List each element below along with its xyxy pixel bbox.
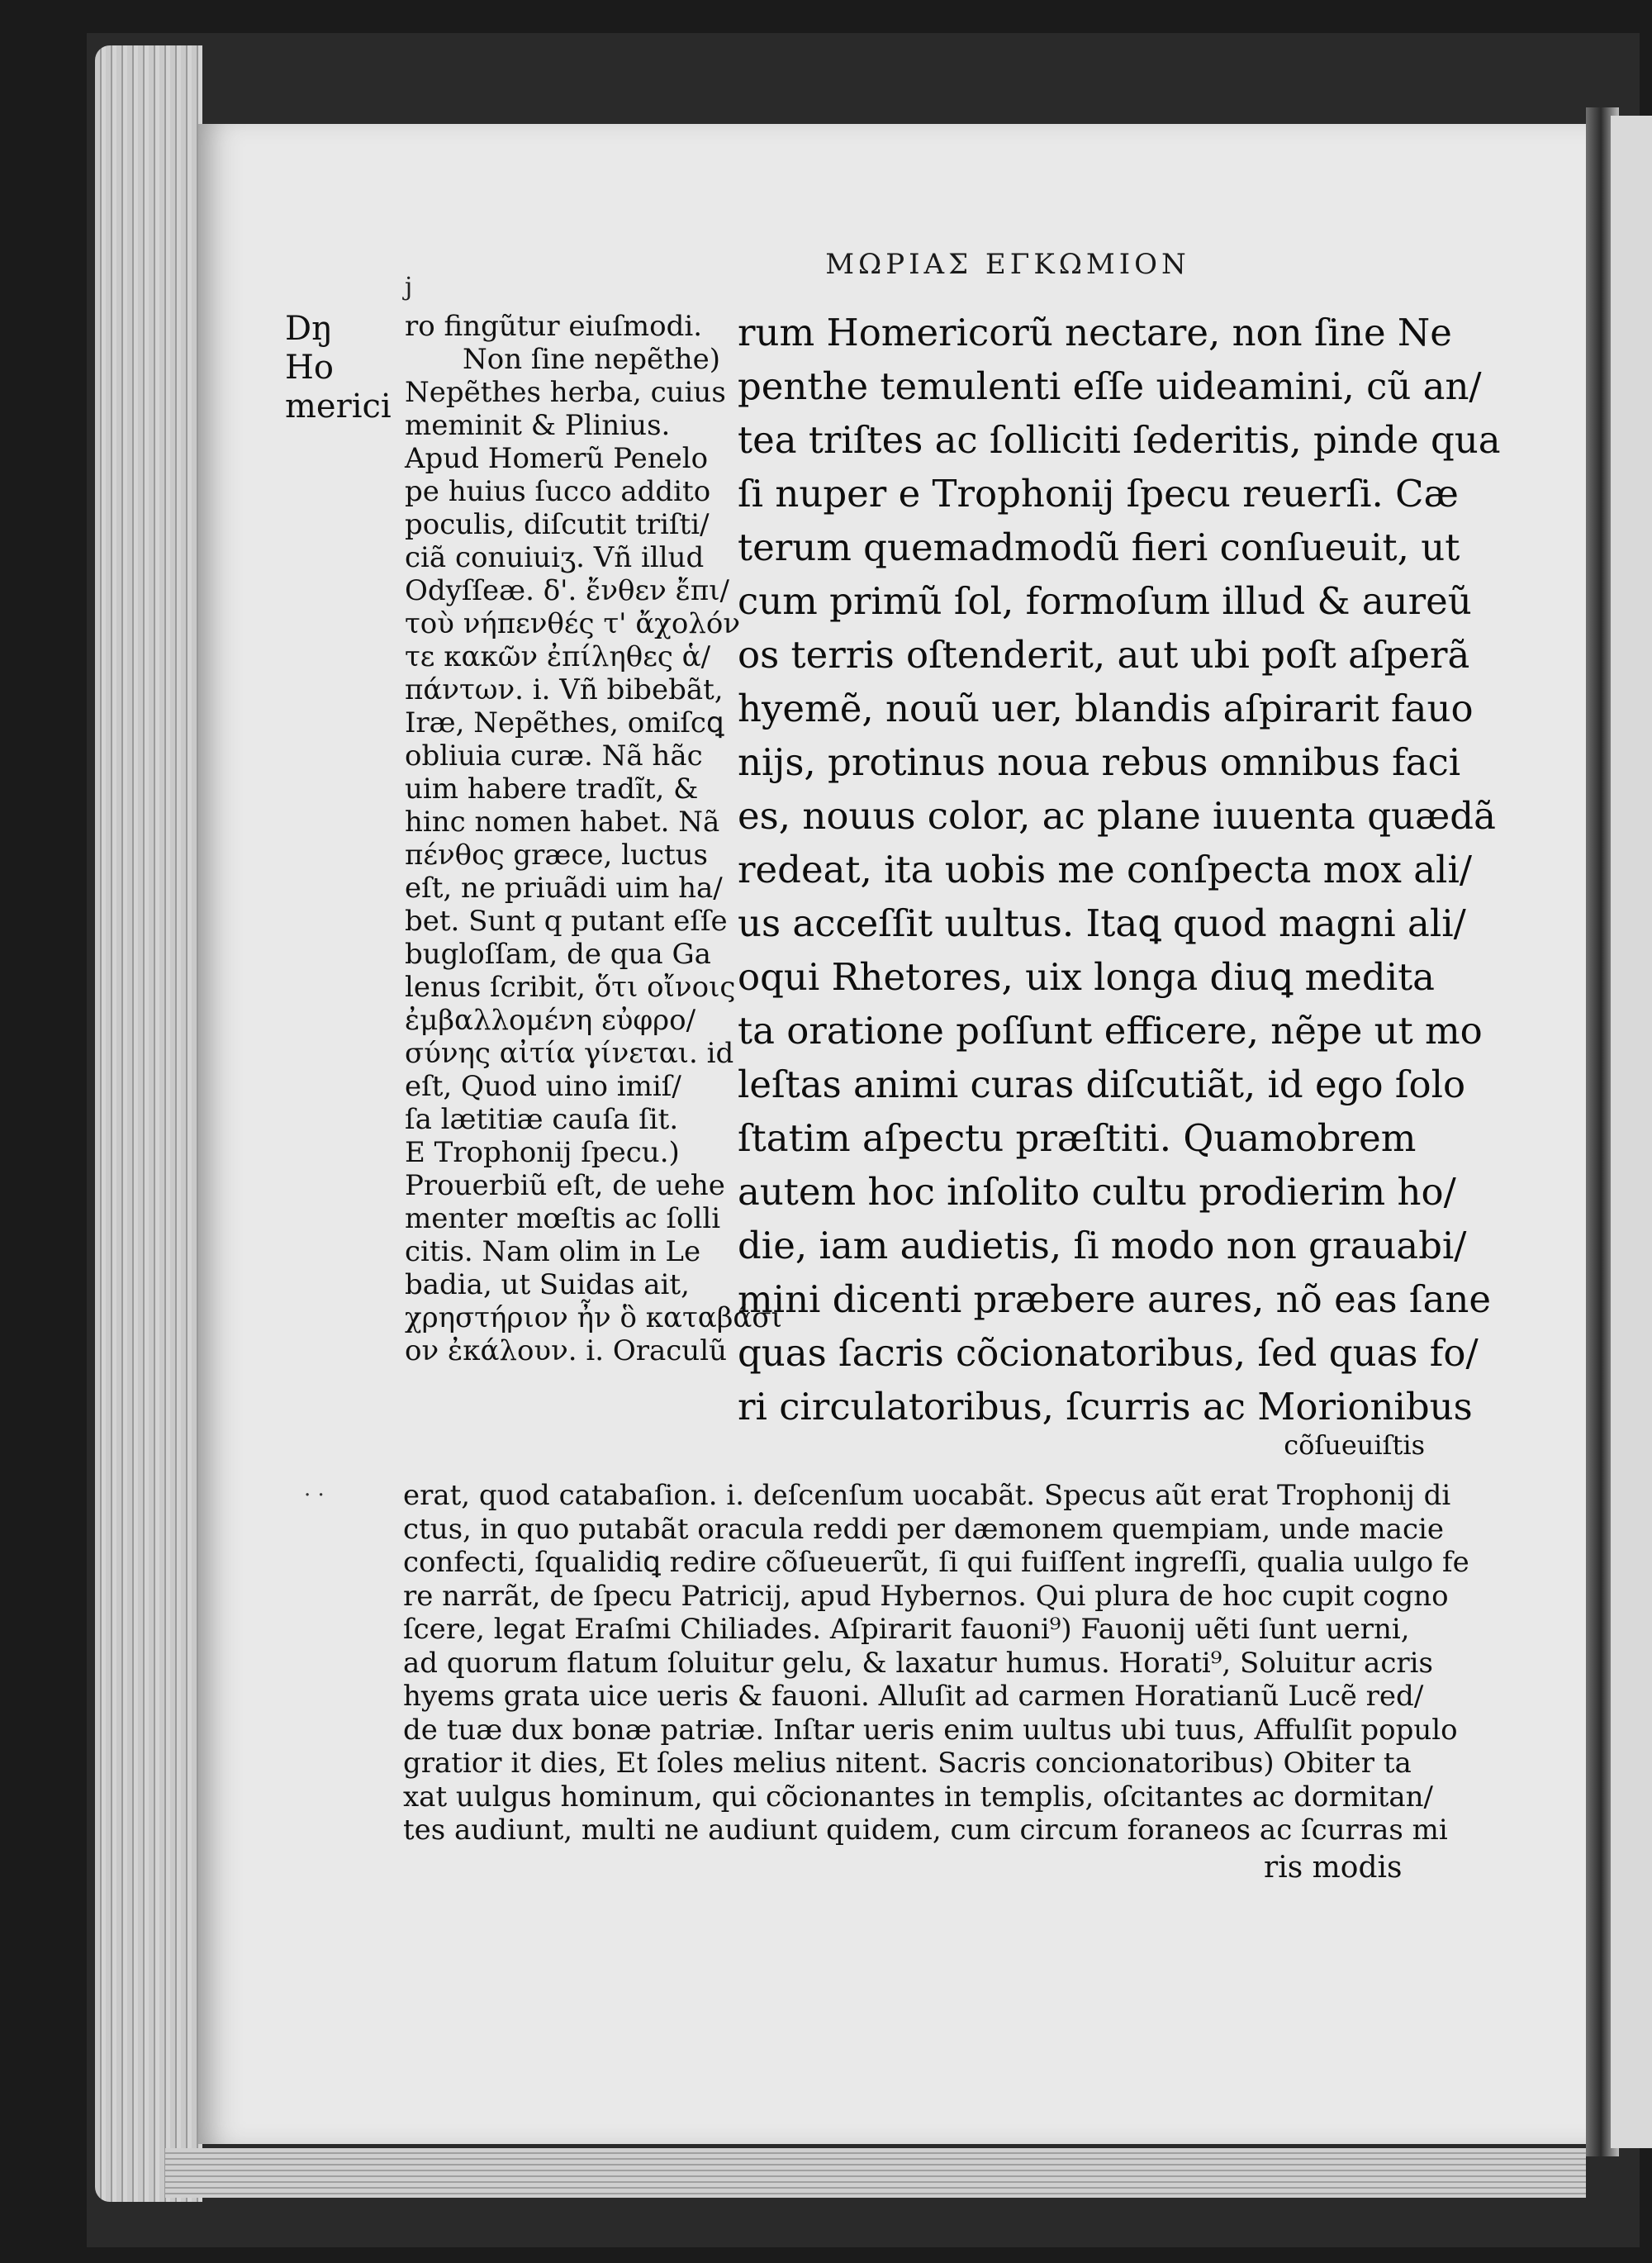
foot-line: gratior it dies, Et ſoles melius nitent. Sacris concionatoribus) Obiter ta <box>403 1747 1412 1780</box>
signature-mark: j <box>405 273 413 302</box>
commentary-line: meminit & Plinius. <box>405 409 671 442</box>
commentary-line: pe huius ſucco addito <box>405 475 711 508</box>
facing-page-edge <box>1611 116 1652 2148</box>
commentary-column <box>405 310 782 1367</box>
shoulder-note <box>285 310 392 426</box>
commentary-line: πάντων. i. Vñ bibebãt, <box>405 673 724 706</box>
commentary-line: hinc nomen habet. Nã <box>405 806 720 839</box>
margin-marks: · · <box>304 1483 325 1508</box>
commentary-line: bugloſſam, de qua Ga <box>405 938 711 971</box>
main-text-line: us acceſſit uultus. Itaꝗ quod magni ali/ <box>738 901 1466 945</box>
main-text-line: quas ſacris cõcionatoribus, ſed quas fo/ <box>738 1331 1479 1375</box>
commentary-line: Prouerbiũ eſt, de uehe <box>405 1169 725 1202</box>
commentary-line: E Trophonij ſpecu.) <box>405 1136 680 1169</box>
commentary-line: Iræ, Nepẽthes, omiſcꝗ <box>405 706 724 739</box>
commentary-line: Odyſſeæ. δ'. ἔνθεν ἔπι/ <box>405 574 729 607</box>
commentary-line: obliuia curæ. Nã hãc <box>405 739 703 773</box>
commentary-line: ἐμβαλλομένη εὐφρο/ <box>405 1004 696 1037</box>
foot-line: tes audiunt, multi ne audiunt quidem, cum circum foraneos ac ſcurras mi <box>403 1814 1448 1847</box>
main-text-line: die, iam audietis, ſi modo non grauabi/ <box>738 1224 1467 1267</box>
foot-line: erat, quod catabaſion. i. deſcenſum uocabãt. Specus aũt erat Trophonij di <box>403 1479 1451 1512</box>
main-text-line: penthe temulenti eſſe uideamini, cũ an/ <box>738 364 1482 408</box>
commentary-line: Apud Homerũ Penelo <box>405 442 709 475</box>
shoulder-note-line: Dŋ Ho <box>285 310 334 387</box>
commentary-line: τοὺ νήπενθές τ' ἄχολόν <box>405 607 741 640</box>
main-text-block <box>738 306 1501 1462</box>
foot-line: ad quorum flatum ſoluitur gelu, & laxatur humus. Horati⁹, Soluitur acris <box>403 1646 1433 1680</box>
commentary-line: τε κακῶν ἐπίληθες ἁ/ <box>405 640 711 673</box>
main-text-line: ſtatim aſpectu præſtiti. Quamobrem <box>738 1116 1417 1160</box>
commentary-line: badia, ut Suidas ait, <box>405 1268 690 1301</box>
foot-line: confecti, ſqualidiꝗ redire cõſueuerũt, ſi qui fuiſſent ingreſſi, qualia uulgo fe <box>403 1546 1469 1579</box>
foot-line: ctus, in quo putabãt oracula reddi per dæmonem quempiam, unde macie <box>403 1512 1445 1546</box>
main-text-line: ſi nuper e Trophonij ſpecu reuerſi. Cæ <box>738 472 1459 516</box>
commentary-line: citis. Nam olim in Le <box>405 1235 701 1268</box>
main-text-line: oqui Rhetores, uix longa diuꝗ medita <box>738 955 1436 999</box>
commentary-line: bet. Sunt q putant eſſe <box>405 905 728 938</box>
page-stack-bottom <box>165 2148 1586 2198</box>
commentary-line: ro fingũtur eiuſmodi. <box>405 310 703 343</box>
shoulder-note-line: merici <box>285 387 392 426</box>
commentary-line: σύνης αἰτία γίνεται. id <box>405 1037 734 1070</box>
commentary-line: eſt, Quod uino imiſ/ <box>405 1070 681 1103</box>
commentary-full-width <box>403 1479 1469 1847</box>
commentary-line: πένθος græce, luctus <box>405 839 708 872</box>
main-text-line: cum primũ ſol, formoſum illud & aureũ <box>738 579 1472 623</box>
main-text-line: tea triſtes ac ſolliciti ſederitis, pinde qua <box>738 418 1501 462</box>
commentary-line: poculis, diſcutit triſti/ <box>405 508 710 541</box>
main-text-line: hyemẽ, nouũ uer, blandis aſpirarit fauo <box>738 687 1474 730</box>
commentary-line: uim habere tradĩt, & <box>405 773 699 806</box>
foot-line: hyems grata uice ueris & fauoni. Alluſit ad carmen Horatianũ Lucẽ red/ <box>403 1680 1424 1713</box>
commentary-line: ciã conuiuiʒ. Vñ illud <box>405 541 705 574</box>
main-text-line: redeat, ita uobis me conſpecta mox ali/ <box>738 848 1472 891</box>
commentary-line: lenus ſcribit, ὅτι οἴνοις <box>405 971 736 1004</box>
foot-line: de tuæ dux bonæ patriæ. Inſtar ueris enim uultus ubi tuus, Affulſit populo <box>403 1713 1458 1747</box>
commentary-line: χρηστήριον ἦν ὃ καταβάσι <box>405 1301 782 1334</box>
main-text-line: mini dicenti præbere aures, nõ eas ſane <box>738 1277 1492 1321</box>
commentary-line: Non ſine nepẽthe) <box>463 343 721 376</box>
foot-line: re narrãt, de ſpecu Patricij, apud Hybernos. Qui plura de hoc cupit cogno <box>403 1579 1449 1613</box>
main-text-line: os terris oſtenderit, aut ubi poſt aſperã <box>738 633 1470 677</box>
foot-line: xat uulgus hominum, qui cõcionantes in templis, oſcitantes ac dormitan/ <box>403 1780 1434 1814</box>
foot-line: ſcere, legat Eraſmi Chiliades. Aſpirarit fauoni⁹) Fauonij uẽti ſunt uerni, <box>403 1613 1410 1646</box>
main-catchword: cõſueuiſtis <box>1284 1429 1425 1461</box>
commentary-line: Nepẽthes herba, cuius <box>405 376 726 409</box>
foot-catchword: ris modis <box>1264 1851 1403 1885</box>
commentary-line: menter mœſtis ac ſolli <box>405 1202 721 1235</box>
commentary-line: eſt, ne priuãdi uim ha/ <box>405 872 723 905</box>
main-text-line: terum quemadmodũ fieri conſueuit, ut <box>738 525 1460 569</box>
main-text-line: autem hoc inſolito cultu prodierim ho/ <box>738 1170 1456 1214</box>
main-text-line: rum Homericorũ nectare, non ſine Ne <box>738 311 1452 354</box>
main-text-line: leſtas animi curas diſcutiãt, id ego ſolo <box>738 1063 1466 1106</box>
running-header: ΜΩΡΙΑΣ ΕΓΚΩΜΙΟΝ <box>825 248 1190 281</box>
main-text-line: es, nouus color, ac plane iuuenta quædã <box>738 794 1496 838</box>
main-text-line: ta oratione poſſunt efficere, nẽpe ut mo <box>738 1009 1483 1053</box>
main-text-line: nijs, protinus noua rebus omnibus faci <box>738 740 1461 784</box>
page-stack-edge <box>95 45 202 2202</box>
commentary-line: ſa lætitiæ cauſa ſit. <box>405 1103 679 1136</box>
commentary-line: ον ἐκάλουν. i. Oraculũ <box>405 1334 727 1367</box>
main-text-line: ri circulatoribus, ſcurris ac Morionibus <box>738 1385 1473 1429</box>
